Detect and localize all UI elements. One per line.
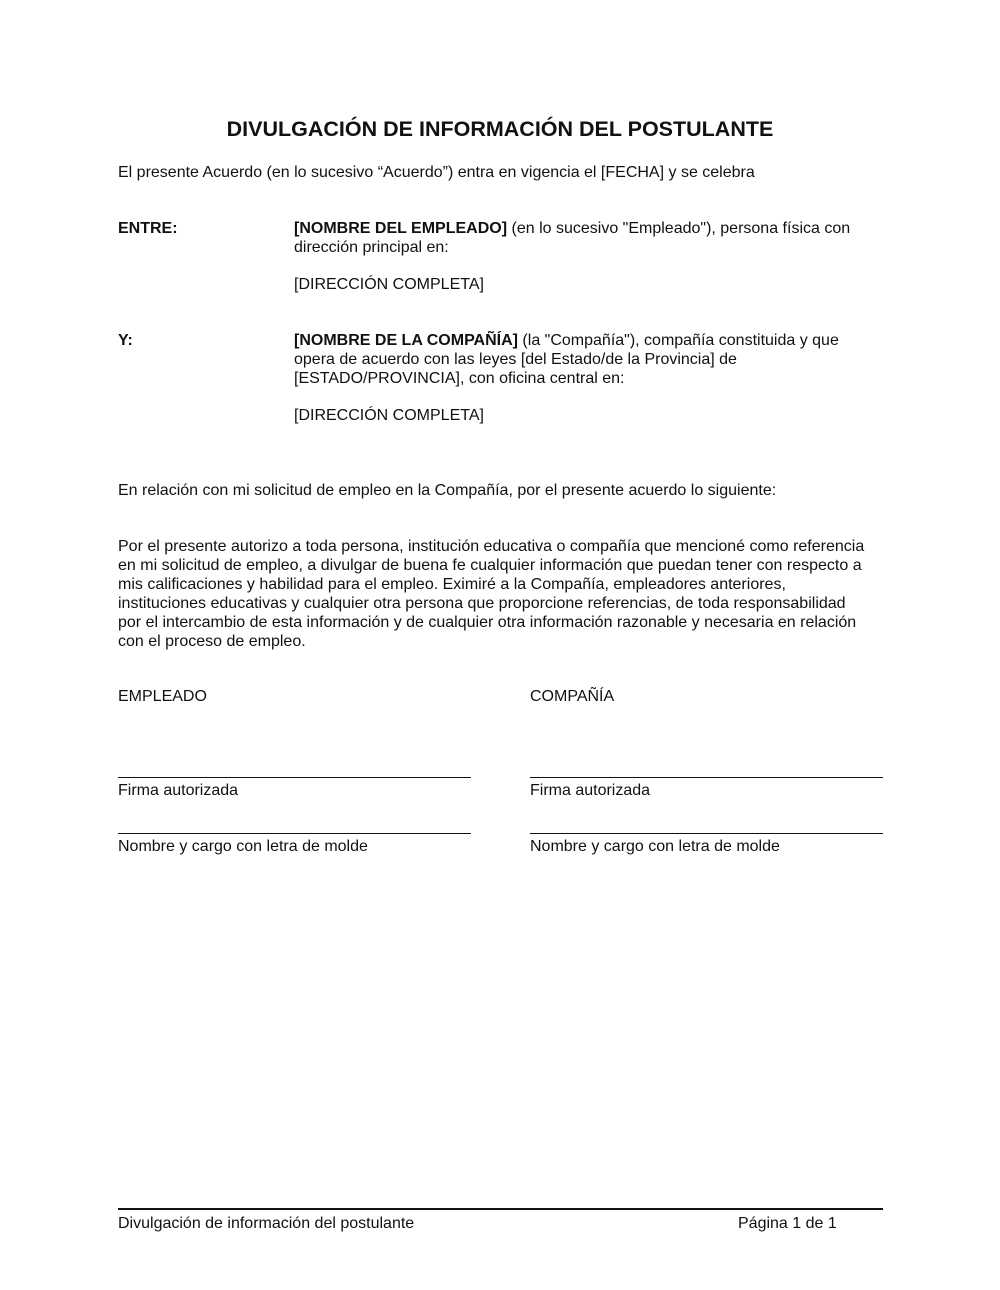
name-line-employee[interactable] bbox=[118, 833, 471, 834]
authorization-line: en mi solicitud de empleo, a divulgar de buena fe cualquier información que puedan tener con respecto a bbox=[118, 557, 862, 574]
employee-name-placeholder: [NOMBRE DEL EMPLEADO] bbox=[294, 220, 508, 237]
signature-label-company: Firma autorizada bbox=[530, 782, 651, 799]
statement-text: En relación con mi solicitud de empleo en la Compañía, por el presente acuerdo lo siguiente: bbox=[118, 482, 777, 499]
footer-doc-name: Divulgación de información del postulante bbox=[118, 1215, 415, 1232]
party-employee-text bbox=[294, 219, 850, 238]
name-label-company: Nombre y cargo con letra de molde bbox=[530, 838, 780, 855]
authorization-line: Por el presente autorizo a toda persona, institución educativa o compañía que mencioné como referencia bbox=[118, 538, 865, 555]
party-employee-label: ENTRE: bbox=[118, 220, 178, 237]
employee-desc: (en lo sucesivo "Empleado"), persona física con bbox=[507, 220, 851, 237]
employee-address-placeholder: [DIRECCIÓN COMPLETA] bbox=[294, 276, 484, 293]
authorization-paragraph bbox=[118, 537, 864, 651]
name-line-company[interactable] bbox=[530, 833, 883, 834]
footer-page-number: Página 1 de 1 bbox=[738, 1215, 837, 1232]
name-label-employee: Nombre y cargo con letra de molde bbox=[118, 838, 368, 855]
signature-heading-company: COMPAÑÍA bbox=[530, 688, 615, 705]
authorization-line: mis calificaciones y habilidad para el empleo. Eximiré a la Compañía, empleadores anteriores, bbox=[118, 576, 786, 593]
footer-divider bbox=[118, 1208, 883, 1210]
company-desc: (la "Compañía"), compañía constituida y que bbox=[517, 332, 839, 349]
party-company-label: Y: bbox=[118, 332, 133, 349]
party-company-text bbox=[294, 331, 839, 350]
signature-line-company[interactable] bbox=[530, 777, 883, 778]
authorization-line: por el intercambio de esta información y de cualquier otra información razonable y necesaria en relación bbox=[118, 614, 857, 631]
company-desc-line2: opera de acuerdo con las leyes [del Estado/de la Provincia] de bbox=[294, 351, 737, 368]
signature-line-employee[interactable] bbox=[118, 777, 471, 778]
company-name-placeholder: [NOMBRE DE LA COMPAÑÍA] bbox=[294, 332, 518, 349]
authorization-line: instituciones educativas y cualquier otra persona que proporcione referencias, de toda responsabilidad bbox=[118, 595, 846, 612]
authorization-line: con el proceso de empleo. bbox=[118, 633, 306, 650]
employee-desc-line2: dirección principal en: bbox=[294, 239, 449, 256]
page-title: DIVULGACIÓN DE INFORMACIÓN DEL POSTULANTE bbox=[226, 117, 774, 141]
intro-text: El presente Acuerdo (en lo sucesivo “Acuerdo”) entra en vigencia el [FECHA] y se celebra bbox=[118, 164, 755, 181]
company-desc-line3: [ESTADO/PROVINCIA], con oficina central en: bbox=[294, 370, 625, 387]
signature-heading-employee: EMPLEADO bbox=[118, 688, 207, 705]
signature-label-employee: Firma autorizada bbox=[118, 782, 239, 799]
company-address-placeholder: [DIRECCIÓN COMPLETA] bbox=[294, 407, 484, 424]
